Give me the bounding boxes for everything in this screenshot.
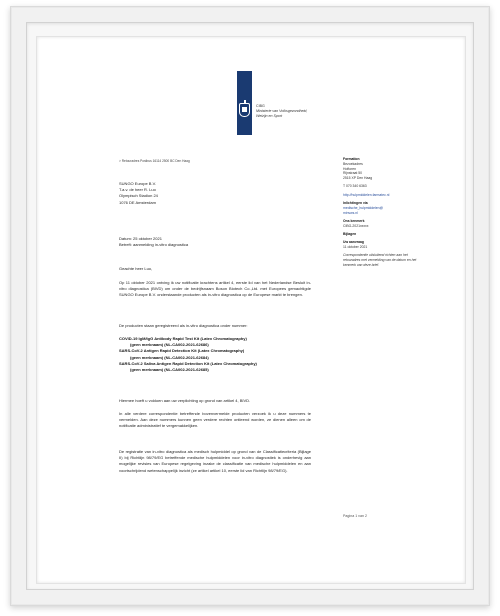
logo-line-3: Welzijn en Sport xyxy=(256,114,283,118)
request-date: 11 oktober 2021 xyxy=(343,245,368,250)
formation-heading: Formation xyxy=(343,157,360,161)
paragraph-obligation: Hiermee hoeft u voldoen aan uw verplichting op grond van artikel 4, BIVD. xyxy=(119,398,251,403)
product-2-name: SARS-CoV-2 Antigen Rapid Detection Kit (Latex Chromatography) xyxy=(119,348,245,354)
address-line: Olympisch Stadion 24 xyxy=(119,193,158,199)
paragraph-registration: De producten staan geregistreerd als in-vitro diagnostica onder nummer: xyxy=(119,323,248,328)
paragraph-notification: Op 11 oktober 2021 ontving ik uw notificatie krachtens artikel 4, eerste lid van het Nederlandse Besluit in-vitro diagnostica (BIVD) om onder de bedrijfsnaam Boson Biotech Co.,Ltd. met Europees gemachtigde SUNGO Europe B.V. onderstaande producten als in-vitro diagnostica op de Europese markt te brengen. xyxy=(119,280,311,298)
date-line: Datum: 25 oktober 2021 xyxy=(119,236,162,241)
logo-line-2: Ministerie van Volksgezondheid, xyxy=(256,109,308,113)
product-1-number: (geen merknaam) (NL-CA002-2021-62686) xyxy=(130,342,209,348)
contact-heading: Inlichtingen via xyxy=(343,201,368,206)
page-number: Pagina 1 van 2 xyxy=(343,514,367,518)
formation-line: Hoftoren xyxy=(343,166,357,171)
product-3-number: (geen merknaam) (NL-CA002-2021-62685) xyxy=(130,367,209,373)
logo-line-1: CIBG xyxy=(256,104,265,108)
crest-icon xyxy=(239,103,250,117)
product-2-number: (geen merknaam) (NL-CA002-2021-62684) xyxy=(130,354,209,360)
address-line: 1076 DE Amsterdam xyxy=(119,199,156,205)
contact-email-domain[interactable]: minvws.nl xyxy=(343,210,358,215)
product-3-name: SARS-CoV-2 Saliva Antigen Rapid Detection Kit (Latex Chromatography) xyxy=(119,360,257,366)
sidebar-info xyxy=(343,157,423,268)
contact-email[interactable]: medische_hulpmiddelen@ xyxy=(343,205,384,210)
attachments-heading: Bijlagen xyxy=(343,232,357,237)
formation-line: Rijnstraat 50 xyxy=(343,171,363,176)
address-line: T.a.v. de heer R. Luo xyxy=(119,187,156,193)
recipient-address xyxy=(119,181,158,206)
request-heading: Uw aanvraag xyxy=(343,240,364,245)
product-1-name: COVID-19 IgM/IgG Antibody Rapid Test Kit (Latex Chromatography) xyxy=(119,336,247,341)
salutation: Geachte heer Luo, xyxy=(119,266,153,271)
rijksoverheid-logo xyxy=(237,71,252,135)
formation-line: Bezoekadres xyxy=(343,161,363,166)
correspondence-note: Correspondentie uitsluitend richten aan het retouradres met vermelding van de datum en het kenmerk van deze brief. xyxy=(343,253,417,268)
subject-line: Betreft: aanmelding in-vitro diagnostica xyxy=(119,242,189,248)
reference-value: CIBG-2021xxxxx xyxy=(343,223,369,228)
product-list xyxy=(119,336,319,373)
address-line: SUNGO Europe B.V. xyxy=(119,181,156,186)
reference-heading: Ons kenmerk xyxy=(343,218,365,223)
paragraph-classification: De registratie van in-vitro diagnostica als medisch hulpmiddel op grond van de Classificatiecriteria (Bijlage II) bij Richtlijn 98/79/EG betreffende medische hulpmiddelen voor in-vitro diagnostiek is onderhevig aan mogelijke revisies van Europese regelgeving inzake de classificatie van medische hulpmiddelen en aan voortschrijdend wetenschappelijk inzicht (ze artikel artikel 10, eerste lid van Richtlijn 98/79/EG). xyxy=(119,449,311,473)
formation-phone: T 070 340 6363 xyxy=(343,184,367,189)
formation-line: 2515 XP Den Haag xyxy=(343,176,373,181)
logo-text xyxy=(256,104,307,119)
date-subject xyxy=(119,236,188,248)
paragraph-correspondence: In alle verdere correspondentie betreffende bovenvermelde producten verzoek ik u deze nummers te vermelden. Aan deze nummers kunnen geen verdere rechten ontleend worden, ze dienen alleen om de notificatie administratief te vergemakkelijken. xyxy=(119,411,311,429)
return-address: > Retouradres Postbus 16114 2500 BC Den Haag xyxy=(119,159,190,163)
website-link[interactable]: http://hulpmiddelen.farmatec.nl xyxy=(343,192,390,197)
